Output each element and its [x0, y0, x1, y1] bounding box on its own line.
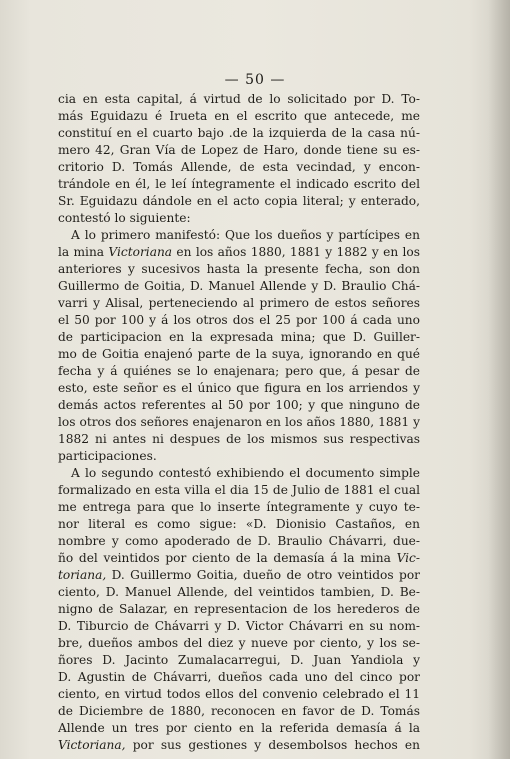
text-line — [58, 567, 420, 584]
text-line: esto, este señor es el único que figura en los arriendos y — [58, 381, 420, 395]
page-number: — 50 — — [224, 72, 286, 88]
text-line: cia en esta capital, á virtud de lo solicitado por D. To- — [58, 92, 420, 106]
text-run: ño del veintidos por ciento de la demasía á la mina — [58, 551, 397, 565]
text-line: ñores D. Jacinto Zumalacarregui, D. Juan Yandiola y — [58, 653, 420, 667]
text-line: Allende un tres por ciento en la referida demasía á la — [58, 721, 420, 735]
text-line: más Eguidazu é Irueta en el escrito que antecede, me — [58, 109, 420, 123]
mine-name-italic: Victoriana, — [58, 738, 126, 752]
mine-name-italic: Vic- — [396, 551, 420, 565]
text-line: 1882 ni antes ni despues de los mismos sus respectivas — [58, 432, 420, 446]
text-line: de Diciembre de 1880, reconocen en favor de D. Tomás — [58, 704, 420, 718]
text-line — [58, 244, 420, 261]
text-line: critorio D. Tomás Allende, de esta vecindad, y encon- — [58, 160, 420, 174]
text-line: Guillermo de Goitia, D. Manuel Allende y D. Braulio Chá- — [58, 279, 420, 293]
text-line: nigno de Salazar, en representacion de los herederos de — [58, 602, 420, 616]
paragraph-start-line: A lo segundo contestó exhibiendo el documento simple — [71, 466, 420, 480]
text-line: anteriores y sucesivos hasta la presente fecha, son don — [58, 262, 420, 276]
mine-name-italic: toriana, — [58, 568, 107, 582]
page-edge-shadow — [488, 0, 510, 759]
text-line: Sr. Eguidazu dándole en el acto copia literal; y enterado, — [58, 194, 420, 208]
text-line: varri y Alisal, perteneciendo al primero de estos señores — [58, 296, 420, 310]
text-line: el 50 por 100 y á los otros dos el 25 por 100 á cada uno — [58, 313, 420, 327]
text-line: de participacion en la expresada mina; que D. Guiller- — [58, 330, 420, 344]
text-line: participaciones. — [58, 449, 157, 463]
text-line: formalizado en esta villa el dia 15 de Julio de 1881 el cual — [58, 483, 420, 497]
text-line: mo de Goitia enajenó parte de la suya, ignorando en qué — [58, 347, 420, 361]
text-line: los otros dos señores enajenaron en los años 1880, 1881 y — [58, 415, 420, 429]
text-line — [58, 737, 420, 754]
text-run: en los años 1880, 1881 y 1882 y en los — [172, 245, 420, 259]
text-line: fecha y á quiénes se lo enajenara; pero que, á pesar de — [58, 364, 420, 378]
paragraph-start-line: A lo primero manifestó: Que los dueños y partícipes en — [71, 228, 420, 242]
mine-name-italic: Victoriana — [108, 245, 173, 259]
text-line: D. Agustin de Chávarri, dueños cada uno del cinco por — [58, 670, 420, 684]
text-line: bre, dueños ambos del diez y nueve por ciento, y los se- — [58, 636, 420, 650]
body-text — [58, 91, 420, 754]
text-line: contestó lo siguiente: — [58, 211, 191, 225]
text-line: nor literal es como sigue: «D. Dionisio Castaños, en — [58, 517, 420, 531]
text-line: ciento, D. Manuel Allende, del veintidos tambien, D. Be- — [58, 585, 420, 599]
text-line — [58, 550, 420, 567]
text-line: demás actos referentes al 50 por 100; y que ninguno de — [58, 398, 420, 412]
text-line: constituí en el cuarto bajo .de la izquierda de la casa nú- — [58, 126, 420, 140]
text-run: D. Guillermo Goitia, dueño de otro veintidos por — [106, 568, 420, 582]
text-line: D. Tiburcio de Chávarri y D. Victor Chávarri en su nom- — [58, 619, 420, 633]
text-line: nombre y como apoderado de D. Braulio Chávarri, due- — [58, 534, 420, 548]
text-line: trándole en él, le leí íntegramente el indicado escrito del — [58, 177, 420, 191]
text-run: por sus gestiones y desembolsos hechos en — [125, 738, 420, 752]
text-line: me entrega para que lo inserte íntegramente y cuyo te- — [58, 500, 420, 514]
text-run: la mina — [58, 245, 109, 259]
text-line: mero 42, Gran Vía de Lopez de Haro, donde tiene su es- — [58, 143, 420, 157]
text-line: ciento, en virtud todos ellos del convenio celebrado el 11 — [58, 687, 420, 701]
